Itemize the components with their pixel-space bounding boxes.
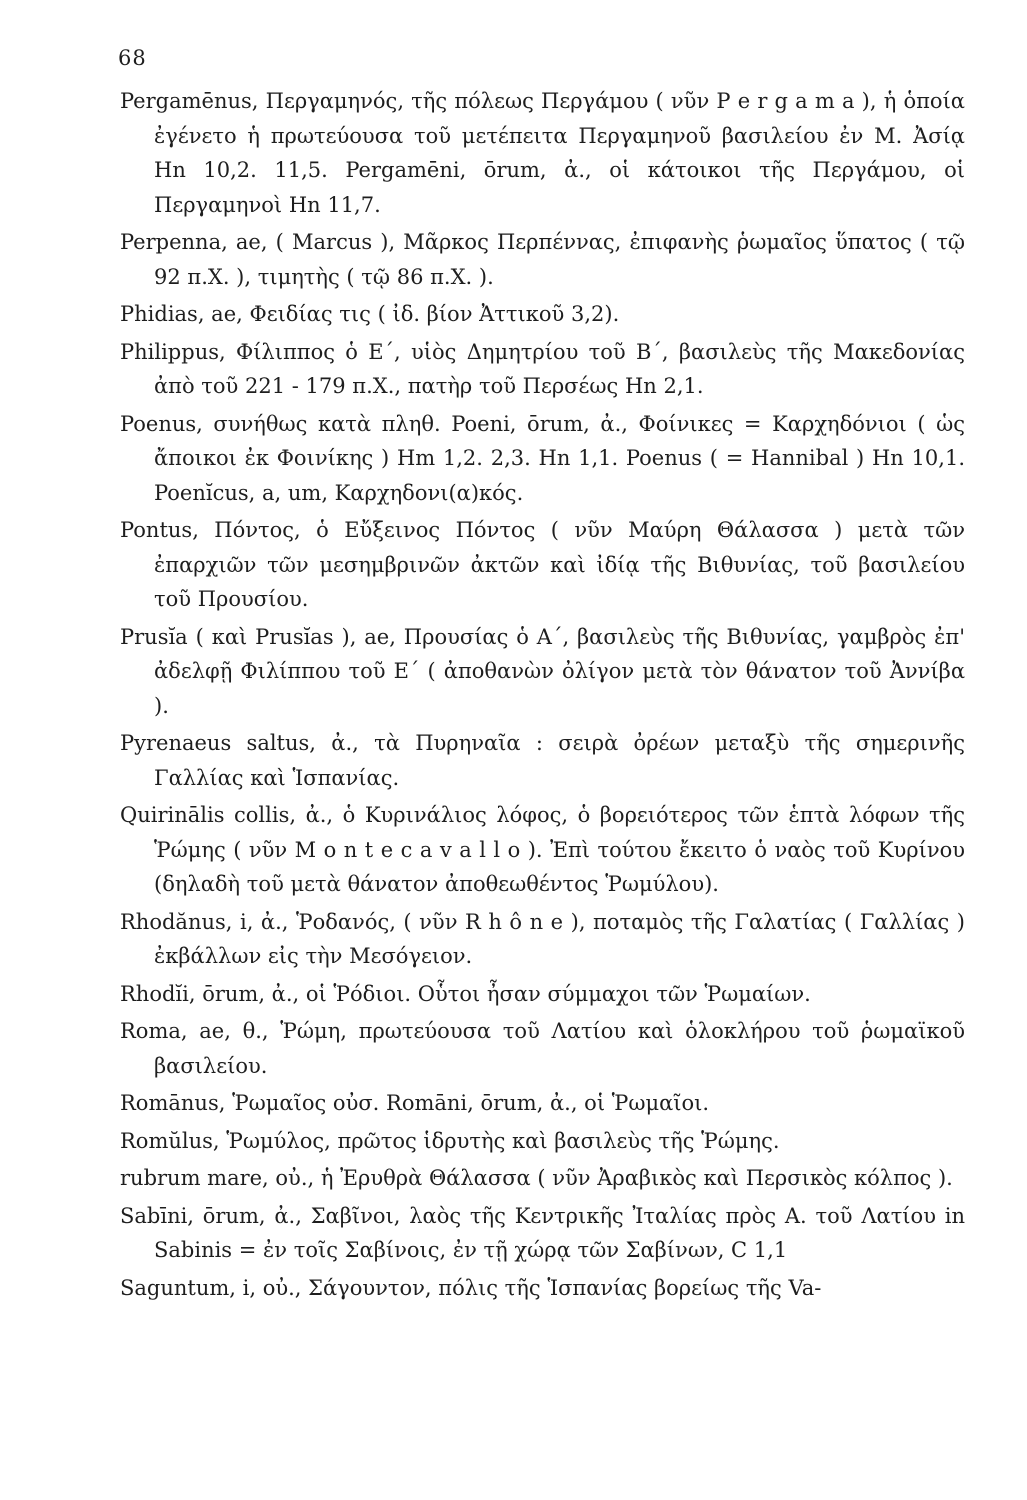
glossary-entry-perpenna: Perpenna, ae, ( Marcus ), Μᾶρκος Περπέννας, ἐπιφανὴς ῥωμαῖος ὕπατος ( τῷ 92 π.Χ. ), τιμητὴς ( τῷ 86 π.Χ. ).	[120, 230, 965, 289]
glossary-entry-pontus: Pontus, Πόντος, ὁ Εὔξεινος Πόντος ( νῦν Μαύρη Θάλασσα ) μετὰ τῶν ἐπαρχιῶν τῶν μεσημβρινῶν ἀκτῶν καὶ ἰδίᾳ τῆς Βιθυνίας, τοῦ βασιλείου τοῦ Προυσίου.	[120, 518, 965, 611]
glossary-entry-roma: Roma, ae, θ., Ῥώμη, πρωτεύουσα τοῦ Λατίου καὶ ὁλοκλήρου τοῦ ῥωμαϊκοῦ βασιλείου.	[120, 1019, 965, 1078]
glossary-entry-pergamenus: Pergamēnus, Περγαμηνός, τῆς πόλεως Περγάμου ( νῦν P e r g a m a ), ἡ ὁποία ἐγένετο ἡ πρωτεύουσα τοῦ μετέπειτα Περγαμηνοῦ βασιλείου ἐν Μ. Ἀσίᾳ Hn 10,2. 11,5. Pergamēni, ōrum, ἀ., οἱ κάτοικοι τῆς Περγάμου, οἱ Περγαμηνοὶ Hn 11,7.	[120, 89, 965, 217]
glossary-entry-romanus: Romānus, Ῥωμαῖος οὐσ. Romāni, ōrum, ἀ., οἱ Ῥωμαῖοι.	[120, 1091, 710, 1115]
page-number: 68	[118, 46, 147, 70]
glossary-entry-romulus: Romŭlus, Ῥωμύλος, πρῶτος ἱδρυτὴς καὶ βασιλεὺς τῆς Ῥώμης.	[120, 1128, 780, 1153]
glossary-entry-rubrum-mare: rubrum mare, οὐ., ἡ Ἐρυθρὰ Θάλασσα ( νῦν Ἀραβικὸς καὶ Περσικὸς κόλπος ).	[120, 1166, 953, 1190]
glossary-entry-sabini: Sabīni, ōrum, ἀ., Σαβῖνοι, λαὸς τῆς Κεντρικῆς Ἰταλίας πρὸς Α. τοῦ Λατίου in Sabinis = ἐν τοῖς Σαβίνοις, ἐν τῇ χώρᾳ τῶν Σαβίνων, C 1,1	[120, 1203, 965, 1262]
glossary-entry-rhodii: Rhodĭi, ōrum, ἀ., οἱ Ῥόδιοι. Οὗτοι ἦσαν σύμμαχοι τῶν Ῥωμαίων.	[120, 981, 811, 1006]
glossary-entry-prusia: Prusĭa ( καὶ Prusĭas ), ae, Προυσίας ὁ Α΄, βασιλεὺς τῆς Βιθυνίας, γαμβρὸς ἐπ' ἀδελφῇ Φιλίππου τοῦ Ε΄ ( ἀποθανὼν ὀλίγον μετὰ τὸν θάνατον τοῦ Ἀννίβα ).	[120, 624, 965, 718]
glossary-entry-poenus: Poenus, συνήθως κατὰ πληθ. Poeni, ōrum, ἀ., Φοίνικες = Καρχηδόνιοι ( ὡς ἄποικοι ἐκ Φοινίκης ) Hm 1,2. 2,3. Hn 1,1. Poenus ( = Hannibal ) Hn 10,1. Poenĭcus, a, um, Καρχηδονι(α)κός.	[120, 411, 965, 505]
glossary-entry-pyrenaeus: Pyrenaeus saltus, ἀ., τὰ Πυρηναῖα : σειρὰ ὀρέων μεταξὺ τῆς σημερινῆς Γαλλίας καὶ Ἱσπανίας.	[120, 731, 965, 790]
glossary-entry-saguntum: Saguntum, i, οὐ., Σάγουντον, πόλις τῆς Ἱσπανίας βορείως τῆς Va-	[120, 1275, 822, 1300]
glossary-entry-philippus: Philippus, Φίλιππος ὁ Ε΄, υἱὸς Δημητρίου τοῦ Β΄, βασιλεὺς τῆς Μακεδονίας ἀπὸ τοῦ 221 - 179 π.Χ., πατὴρ τοῦ Περσέως Hn 2,1.	[120, 339, 965, 398]
glossary-entry-phidias: Phidias, ae, Φειδίας τις ( ἰδ. βίον Ἀττικοῦ 3,2).	[120, 302, 620, 326]
glossary-entry-rhodanus: Rhodănus, i, ἀ., Ῥοδανός, ( νῦν R h ô n e ), ποταμὸς τῆς Γαλατίας ( Γαλλίας ) ἐκβάλλων εἰς τὴν Μεσόγειον.	[120, 909, 965, 968]
glossary-list	[120, 84, 965, 1308]
glossary-entry-quirinalis: Quirinālis collis, ἀ., ὁ Κυρινάλιος λόφος, ὁ βορειότερος τῶν ἑπτὰ λόφων τῆς Ῥώμης ( νῦν M o n t e c a v a l l o ). Ἐπὶ τούτου ἔκειτο ὁ ναὸς τοῦ Κυρίνου (δηλαδὴ τοῦ μετὰ θάνατον ἀποθεωθέντος Ῥωμύλου).	[120, 803, 965, 896]
